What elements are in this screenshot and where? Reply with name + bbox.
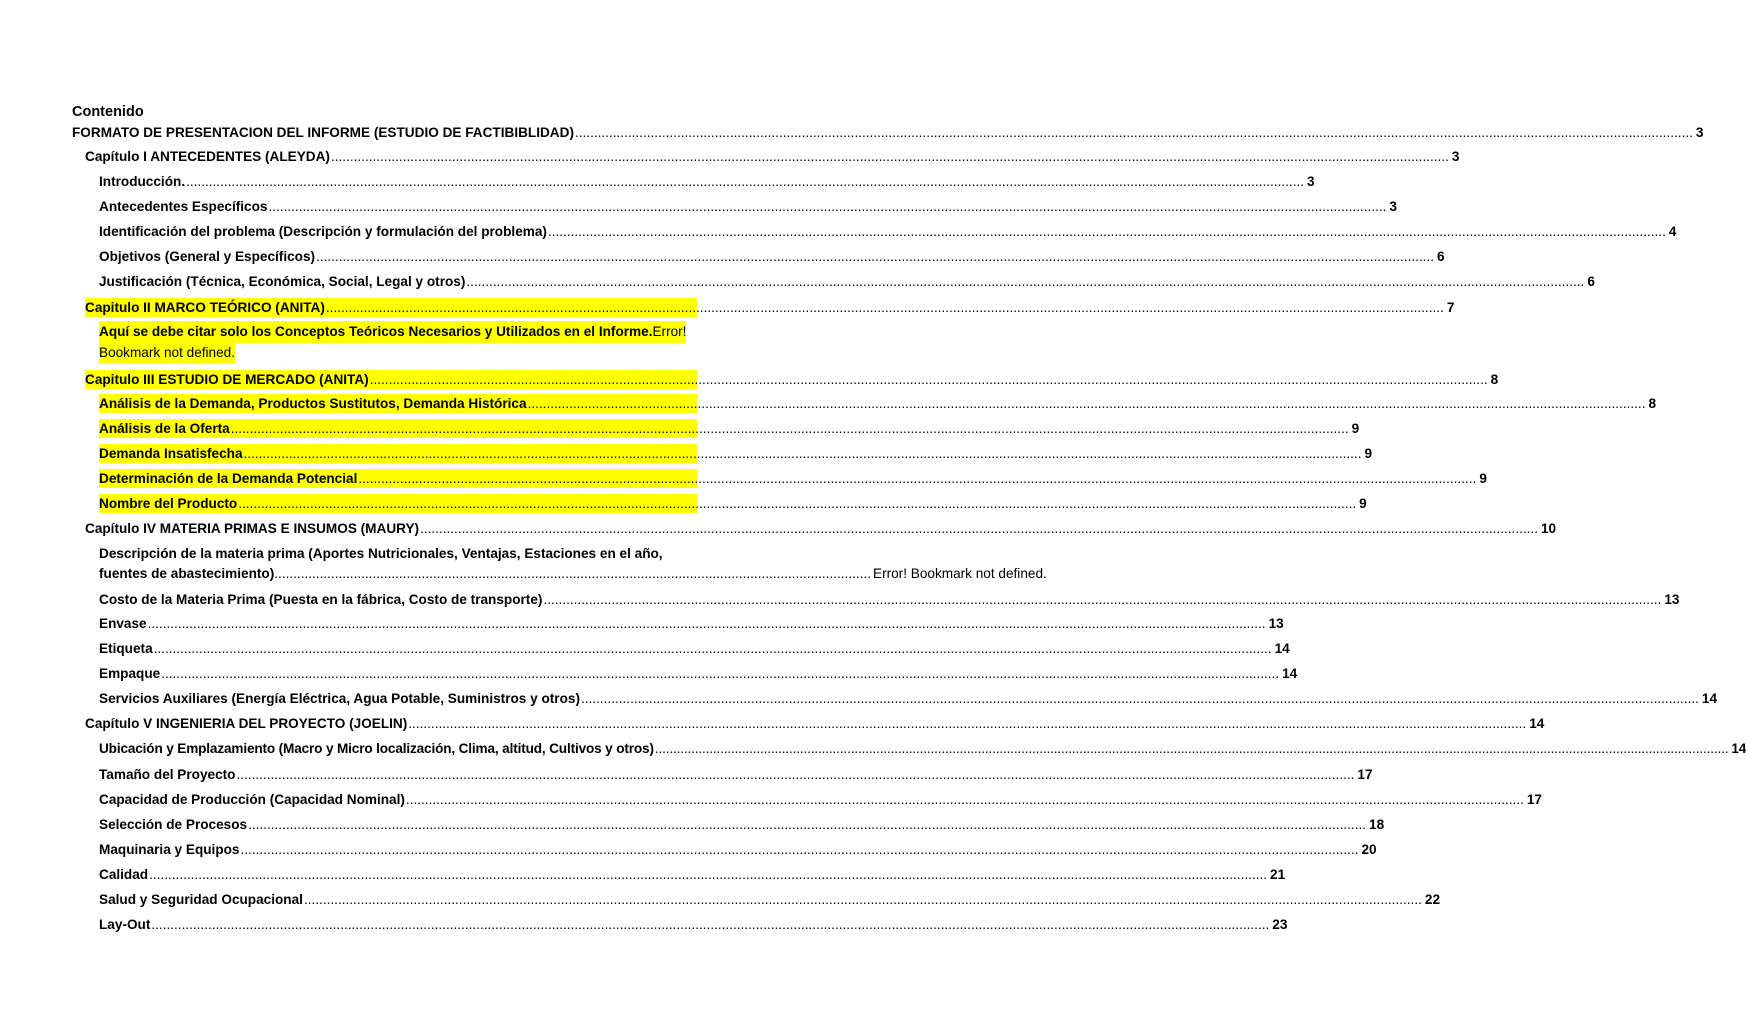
toc-entry[interactable]: [72, 123, 1704, 142]
toc-entry[interactable]: [99, 689, 1718, 708]
toc-leader: [315, 247, 1435, 266]
toc-entry-page: 21: [1270, 867, 1286, 882]
toc-entry[interactable]: [99, 272, 1595, 291]
toc-entry-title: Identificación del problema (Descripción y formulación del problema): [99, 224, 547, 239]
toc-entry[interactable]: [85, 519, 1557, 538]
toc-leader: [240, 840, 1360, 859]
toc-entry-page: 20: [1361, 842, 1377, 857]
toc-entry-page: 18: [1369, 817, 1385, 832]
toc-entry-highlighted[interactable]: [85, 370, 1499, 389]
toc-leader: [148, 865, 1268, 884]
toc-entry-page: 17: [1526, 792, 1542, 807]
toc-entry-highlighted[interactable]: [99, 321, 697, 364]
toc-entry[interactable]: [99, 915, 1288, 934]
toc-entry-title: Maquinaria y Equipos: [99, 842, 240, 857]
toc-leader: [325, 298, 1445, 317]
toc-entry-title: Capitulo III ESTUDIO DE MERCADO (ANITA): [85, 372, 369, 387]
toc-entry-highlighted[interactable]: [99, 494, 1367, 513]
toc-leader: [527, 394, 1647, 413]
toc-leader: [547, 222, 1667, 241]
toc-leader: [580, 689, 1700, 708]
toc-entry[interactable]: [99, 247, 1445, 266]
toc-leader: [542, 590, 1662, 609]
toc-entry-page: 14: [1282, 666, 1298, 681]
toc-entry-page: 9: [1359, 496, 1367, 511]
toc-leader: [407, 714, 1527, 733]
toc-entry-page: 4: [1668, 224, 1677, 239]
toc-entry[interactable]: [99, 172, 1315, 191]
toc-leader: [185, 172, 1305, 191]
toc-entry-title: Análisis de la Oferta: [99, 421, 230, 436]
toc-entry-highlighted[interactable]: [99, 394, 1657, 413]
toc-entry-title: Envase: [99, 616, 147, 631]
toc-entry[interactable]: [99, 815, 1385, 834]
toc-entry-title: Objetivos (General y Específicos): [99, 249, 316, 264]
toc-entry-page: 23: [1272, 917, 1288, 932]
toc-leader: [330, 147, 1450, 166]
toc-entry-title: Introducción.: [99, 174, 186, 189]
toc-leader: [267, 197, 1387, 216]
toc-leader: [419, 519, 1539, 538]
toc-entry-title: Justificación (Técnica, Económica, Social, Legal y otros): [99, 274, 466, 289]
toc-leader: [147, 614, 1267, 633]
toc-entry-title: fuentes de abastecimiento): [99, 566, 275, 581]
toc-entry-title: Calidad: [99, 867, 149, 882]
toc-entry-title: Análisis de la Demanda, Productos Sustitutos, Demanda Histórica: [99, 396, 527, 411]
toc-entry-title: Tamaño del Proyecto: [99, 767, 236, 782]
toc-entry-page: 14: [1274, 641, 1290, 656]
toc-entry-title: Salud y Seguridad Ocupacional: [99, 892, 303, 907]
toc-entry-highlighted[interactable]: [99, 444, 1373, 463]
toc-leader: [369, 370, 1489, 389]
toc-entry-title: Aquí se debe citar solo los Conceptos Teóricos Necesarios y Utilizados en el Informe.: [99, 321, 652, 343]
toc-leader: [303, 890, 1423, 909]
toc-entry-title: Lay-Out: [99, 917, 151, 932]
toc-entry[interactable]: [99, 890, 1441, 909]
toc-entry-title: Descripción de la materia prima (Aportes Nutricionales, Ventajas, Estaciones en el año,: [99, 546, 663, 561]
toc-entry-page: 9: [1351, 421, 1360, 436]
toc-leader: [247, 815, 1367, 834]
toc-entry[interactable]: [99, 765, 1373, 784]
toc-leader: [235, 765, 1355, 784]
toc-leader: [237, 494, 1357, 513]
toc-entry-page: 10: [1541, 521, 1557, 536]
toc-entry[interactable]: [99, 840, 1377, 859]
toc-entry-page: 14: [1731, 741, 1746, 756]
toc-leader: ..............................................................................................................................................................: [274, 566, 871, 581]
toc-entry-page: 6: [1587, 274, 1595, 289]
toc-entry-page: 8: [1490, 372, 1499, 387]
toc-entry-highlighted[interactable]: [99, 419, 1360, 438]
toc-entry-title: Capítulo IV MATERIA PRIMAS E INSUMOS (MAURY): [85, 521, 420, 536]
toc-leader: [243, 444, 1363, 463]
toc-entry-page: 6: [1437, 249, 1445, 264]
toc-entry-page: 22: [1424, 892, 1441, 907]
toc-entry[interactable]: [99, 664, 1298, 683]
toc-entry-page: 3: [1307, 174, 1315, 189]
toc-leader: [160, 664, 1280, 683]
toc-entry-title: FORMATO DE PRESENTACION DEL INFORME (ESTUDIO DE FACTIBIBLIDAD): [72, 125, 574, 140]
toc-entry-title: Antecedentes Específicos: [99, 199, 268, 214]
bookmark-error: Error!: [652, 321, 686, 343]
bookmark-error: Error! Bookmark not defined.: [873, 566, 1047, 581]
toc-leader: [654, 739, 1730, 758]
toc-entry-title: Nombre del Producto: [99, 496, 238, 511]
toc-entry[interactable]: [85, 714, 1545, 733]
toc-heading: Contenido: [72, 104, 144, 120]
toc-entry[interactable]: [99, 614, 1284, 633]
toc-leader: [153, 639, 1273, 658]
toc-entry-page: 14: [1529, 716, 1545, 731]
toc-entry-page: 3: [1451, 149, 1460, 164]
toc-entry[interactable]: [99, 865, 1286, 884]
toc-entry-highlighted[interactable]: [99, 469, 1487, 488]
toc-entry-title: Capítulo V INGENIERIA DEL PROYECTO (JOELIN): [85, 716, 408, 731]
toc-entry-title: Capacidad de Producción (Capacidad Nominal): [99, 792, 405, 807]
toc-entry-page: 3: [1389, 199, 1397, 214]
toc-entry-page: 7: [1446, 300, 1455, 315]
toc-entry-title: Determinación de la Demanda Potencial: [99, 471, 358, 486]
toc-entry-page: 9: [1364, 446, 1373, 461]
toc-entry-title: Costo de la Materia Prima (Puesta en la fábrica, Costo de transporte): [99, 592, 543, 607]
toc-entry[interactable]: [99, 590, 1680, 609]
toc-entry-highlighted[interactable]: [85, 298, 1455, 317]
toc-leader: [405, 790, 1525, 809]
toc-leader: [465, 272, 1585, 291]
bookmark-error: Bookmark not defined.: [99, 342, 235, 364]
toc-entry-title: Ubicación y Emplazamiento (Macro y Micro localización, Clima, altitud, Cultivos y otros): [99, 741, 654, 756]
toc-entry-title: Selección de Procesos: [99, 817, 248, 832]
toc-leader: [574, 123, 1694, 142]
toc-entry[interactable]: [99, 222, 1677, 241]
toc-entry[interactable]: [85, 147, 1460, 166]
toc-entry-title: Capítulo I ANTECEDENTES (ALEYDA): [85, 149, 330, 164]
toc-entry-title: Servicios Auxiliares (Energía Eléctrica, Agua Potable, Suministros y otros): [99, 691, 580, 706]
toc-entry-title: Demanda Insatisfecha: [99, 446, 243, 461]
toc-entry-page: 13: [1268, 616, 1284, 631]
toc-entry[interactable]: [99, 790, 1542, 809]
toc-entry[interactable]: [99, 197, 1397, 216]
toc-entry[interactable]: [99, 739, 1746, 758]
toc-leader: [150, 915, 1270, 934]
toc-entry-title: Etiqueta: [99, 641, 153, 656]
toc-entry-page: 9: [1479, 471, 1487, 486]
toc-entry-page: 17: [1357, 767, 1373, 782]
toc-entry-page: 13: [1664, 592, 1680, 607]
toc-leader: [357, 469, 1477, 488]
toc-entry[interactable]: [99, 543, 1047, 585]
toc-entry[interactable]: [99, 639, 1290, 658]
toc-entry-page: 3: [1695, 125, 1704, 140]
toc-entry-page: 14: [1701, 691, 1718, 706]
toc-entry-title: Capitulo II MARCO TEÓRICO (ANITA): [85, 300, 325, 315]
toc-entry-title: Empaque: [99, 666, 161, 681]
toc-entry-page: 8: [1648, 396, 1657, 411]
toc-leader: [230, 419, 1350, 438]
